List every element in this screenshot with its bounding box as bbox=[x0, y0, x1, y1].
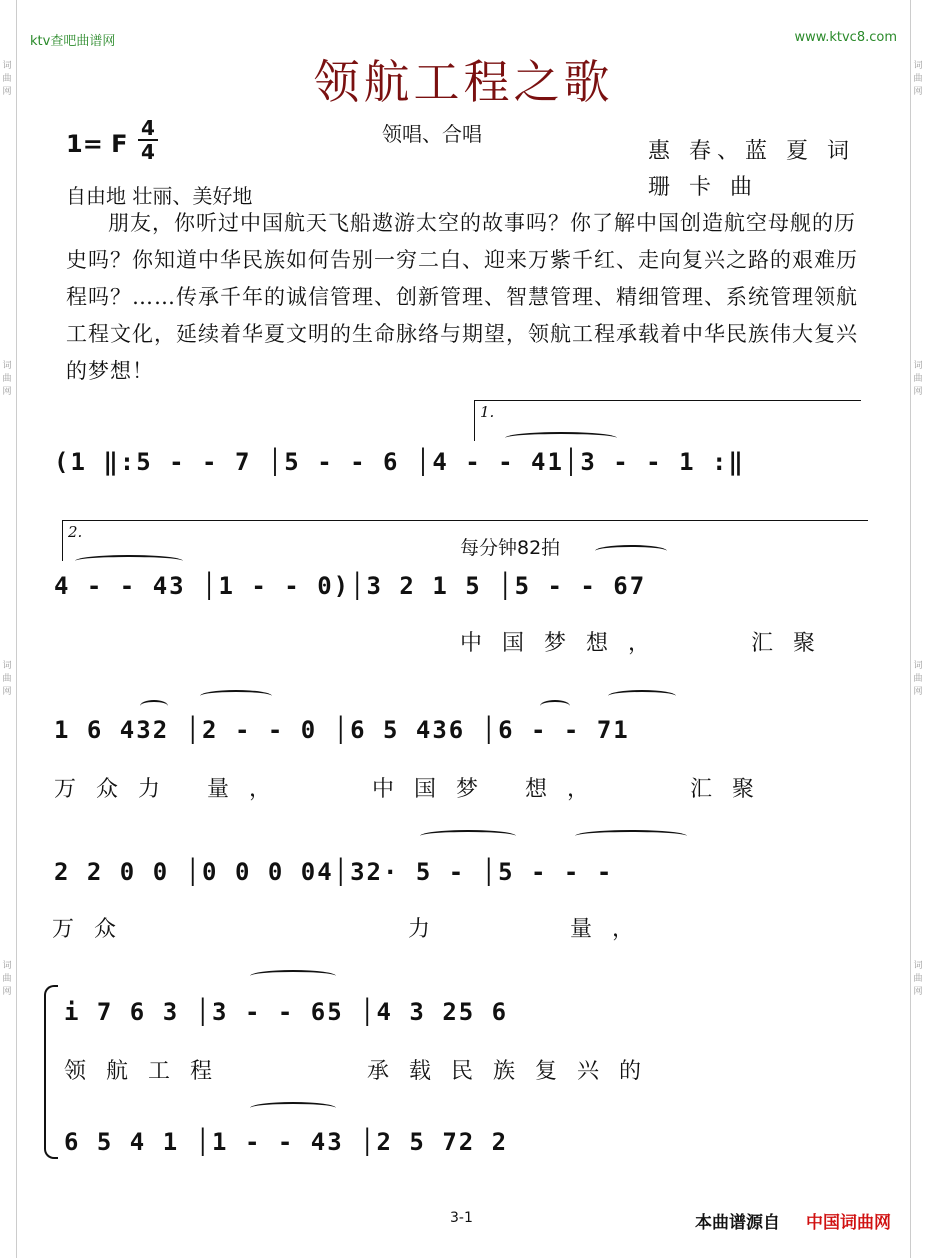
side-watermark: 词曲网 bbox=[2, 661, 12, 697]
slur bbox=[505, 432, 617, 444]
volta-first-label: 1. bbox=[480, 403, 495, 421]
intro-paragraph: 朋友，你听过中国航天飞船遨游太空的故事吗？你了解中国创造航空母舰的历史吗？你知道中华民族如何告别一穷二白、迎来万紫千红、走向复兴之路的艰难历程吗？……传承千年的诚信管理、创新管理、智慧管理、精细管理、系统管理领航工程文化，延续着华夏文明的生命脉络与期望，领航工程承载着中华民族伟大复兴的梦想！ bbox=[66, 211, 858, 383]
expression-marking: 自由地 壮丽、美好地 bbox=[66, 184, 253, 208]
slur bbox=[140, 700, 168, 712]
left-margin-strip bbox=[0, 0, 17, 1258]
score-line-4: 2 2 0 0 │0 0 0 04│32· 5 - │5 - - - bbox=[54, 858, 614, 886]
side-watermark: 词曲网 bbox=[913, 961, 923, 997]
source-text: 本曲谱源自 bbox=[695, 1213, 780, 1233]
tempo-bpm: 每分钟82拍 bbox=[460, 537, 561, 559]
composer-credit: 珊 卡 曲 bbox=[648, 175, 758, 200]
score-line-3: 1 6 432 │2 - - 0 │6 5 436 │6 - - 71 bbox=[54, 716, 630, 744]
slur bbox=[250, 1102, 336, 1114]
slur bbox=[540, 700, 570, 712]
right-margin-strip bbox=[910, 0, 927, 1258]
lyricist-credit: 惠 春、蓝 夏 词 bbox=[648, 139, 855, 164]
site-link-left[interactable]: ktv查吧曲谱网 bbox=[30, 34, 116, 49]
lyrics-line-5: 领航工程 承载民族复兴的 bbox=[64, 1059, 661, 1084]
time-sig-bottom: 4 bbox=[141, 140, 155, 164]
slur bbox=[595, 545, 667, 557]
slur bbox=[75, 555, 183, 567]
volta-second-label: 2. bbox=[68, 523, 83, 541]
score-line-2: 4 - - 43 │1 - - 0)│3 2 1 5 │5 - - 67 bbox=[54, 572, 647, 600]
side-watermark: 词曲网 bbox=[913, 661, 923, 697]
system-brace bbox=[44, 985, 58, 1159]
time-sig-top: 4 bbox=[141, 116, 155, 140]
score-line-6: 6 5 4 1 │1 - - 43 │2 5 72 2 bbox=[64, 1128, 509, 1156]
lyrics-line-4a: 万众 bbox=[52, 917, 137, 942]
side-watermark: 词曲网 bbox=[2, 61, 12, 97]
page-number: 3-1 bbox=[450, 1210, 473, 1226]
time-signature bbox=[138, 118, 158, 162]
lyrics-line-2: 中国梦想， 汇聚 bbox=[460, 631, 835, 656]
slur bbox=[420, 830, 516, 842]
side-watermark: 词曲网 bbox=[2, 961, 12, 997]
side-watermark: 词曲网 bbox=[913, 61, 923, 97]
slur bbox=[575, 830, 687, 842]
performance-mode: 领唱、合唱 bbox=[382, 122, 482, 146]
lyrics-line-3: 万众力 量， 中国梦 想， 汇聚 bbox=[54, 777, 774, 802]
slur bbox=[200, 690, 272, 702]
song-title: 领航工程之歌 bbox=[313, 55, 614, 109]
side-watermark: 词曲网 bbox=[2, 361, 12, 397]
site-link-right[interactable]: www.ktvc8.com bbox=[794, 30, 897, 45]
source-site-link[interactable]: 中国词曲网 bbox=[806, 1213, 891, 1233]
side-watermark: 词曲网 bbox=[913, 361, 923, 397]
score-line-5: i 7 6 3 │3 - - 65 │4 3 25 6 bbox=[64, 998, 509, 1026]
score-line-1: (1 ‖:5 - - 7 │5 - - 6 │4 - - 41│3 - - 1 :‖ bbox=[54, 448, 745, 476]
lyrics-line-4c: 量， bbox=[570, 917, 655, 942]
key-signature: 1= F bbox=[66, 130, 128, 158]
slur bbox=[250, 970, 336, 982]
slur bbox=[608, 690, 676, 702]
lyrics-line-4b: 力 bbox=[408, 917, 451, 942]
